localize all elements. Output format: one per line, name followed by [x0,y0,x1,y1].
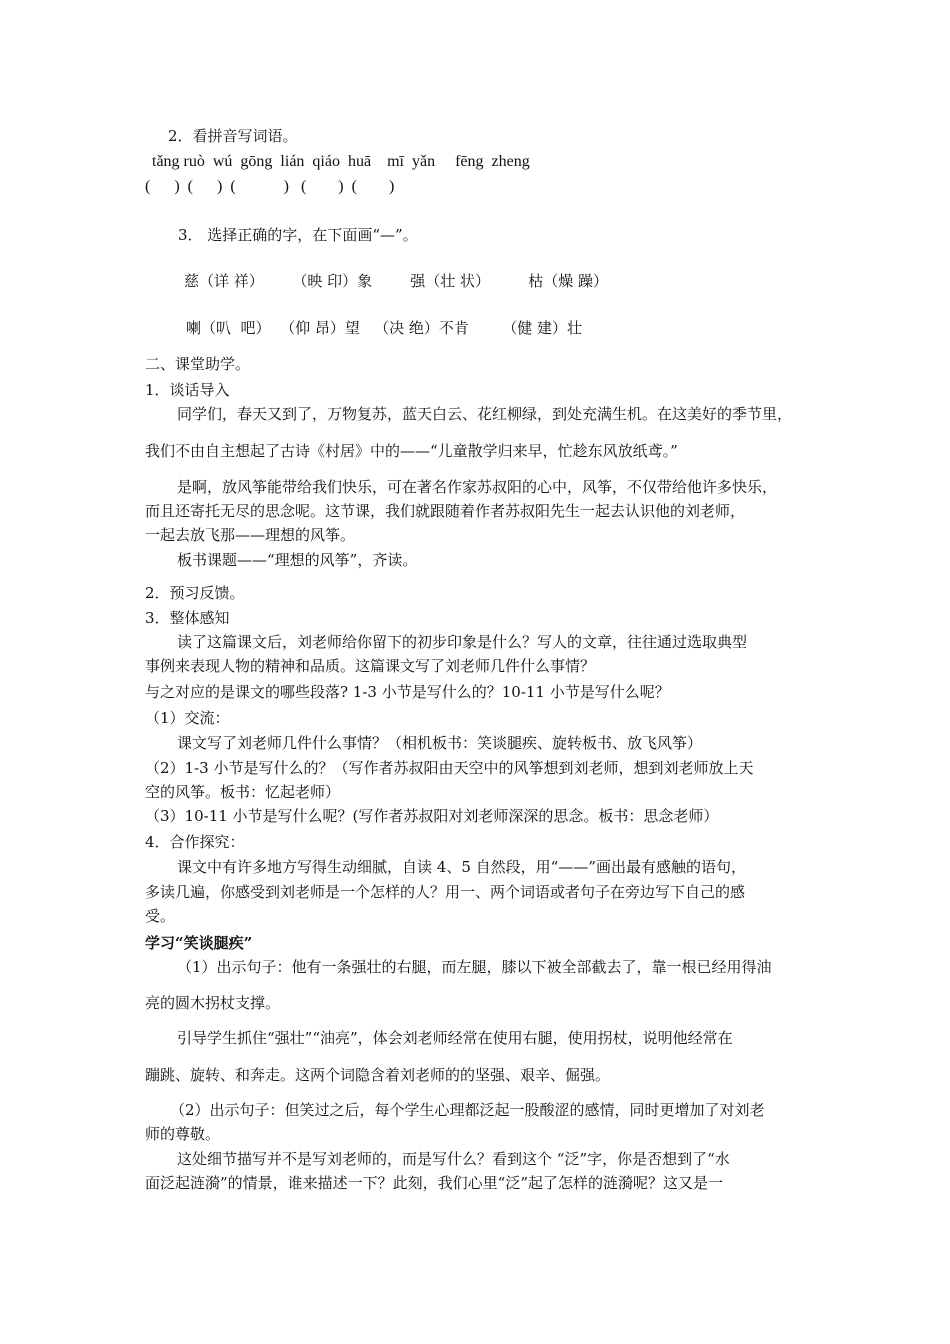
paragraph-2-line-2: 而且还寄托无尽的思念呢。这节课，我们就跟随着作者苏叔阳先生一起去认识他的刘老师， [145,502,746,520]
sub-1-text: 课文写了刘老师几件什么事情？（相机板书：笑谈腿疾、旋转板书、放飞风筝） [177,734,703,752]
paragraph-5-line-3: 受。 [145,907,176,925]
paragraph-3: 板书课题——“理想的风筝”，齐读。 [177,551,418,569]
sub-3-text: （3）10-11 小节是写什么呢？(写作者苏叔阳对刘老师深深的思念。板书：思念老师） [145,807,719,825]
sentence-2-line-2: 师的尊敬。 [145,1125,221,1143]
paragraph-1-line-2: 我们不由自主想起了古诗《村居》中的——“儿童散学归来早，忙趁东风放纸鸢。” [145,442,678,460]
answer-blanks: ( ) ( ) ( ) ( ) ( ) [145,178,395,195]
exercise-2-title: 2．看拼音写词语。 [168,127,298,145]
guidance-line-2: 蹦跳、旋转、和奔走。这两个词隐含着刘老师的的坚强、艰辛、倔强。 [145,1066,611,1084]
item-4-heading: 4．合作探究： [145,833,245,851]
item-1-heading: 1．谈话导入 [145,381,230,399]
sentence-2-line-1: （2）出示句子：但笑过之后，每个学生心理都泛起一股酸涩的感情，同时更增加了对刘老 [170,1101,765,1119]
pinyin-line: tǎng ruò wú gōng lián qiáo huā mī yǎn fēng zheng [152,153,530,170]
paragraph-5-line-2: 多读几遍，你感受到刘老师是一个怎样的人？用一、两个词语或者句子在旁边写下自己的感 [145,883,746,901]
paragraph-2-line-1: 是啊，放风筝能带给我们快乐，可在著名作家苏叔阳的心中，风筝，不仅带给他许多快乐， [177,478,778,496]
paragraph-2-line-3: 一起去放飞那——理想的风筝。 [145,526,356,544]
exercise-3-title: 3． 选择正确的字，在下面画“—”。 [178,226,418,244]
detail-line-2: 面泛起涟漪”的情景，谁来描述一下？此刻，我们心里“泛”起了怎样的涟漪呢？这又是一 [145,1174,724,1192]
paragraph-4-line-1: 读了这篇课文后，刘老师给你留下的初步印象是什么？写人的文章，往往通过选取典型 [177,633,748,651]
paragraph-5-line-1: 课文中有许多地方写得生动细腻，自读 4、5 自然段，用“——”画出最有感触的语句， [177,858,746,876]
paragraph-4-line-2: 事例来表现人物的精神和品质。这篇课文写了刘老师几件什么事情？ [145,657,596,675]
exercise-3-row-1: 慈（详 祥） （映 印）象 强（壮 状） 枯（燥 躁） [184,272,608,290]
sentence-1-line-1: （1）出示句子：他有一条强壮的右腿，而左腿，膝以下被全部截去了，靠一根已经用得油 [177,958,772,976]
detail-line-1: 这处细节描写并不是写刘老师的，而是写什么？看到这个 “泛”字，你是否想到了“水 [177,1150,730,1168]
item-2-heading: 2．预习反馈。 [145,584,245,602]
sub-2-line-2: 空的风筝。板书：忆起老师） [145,783,341,801]
exercise-3-row-2: 喇（叭 吧） （仰 昂）望 （决 绝）不肯 （健 建）壮 [186,319,583,337]
paragraph-1-line-1: 同学们，春天又到了，万物复苏，蓝天白云、花红柳绿，到处充满生机。在这美好的季节里， [177,405,793,423]
guidance-line-1: 引导学生抓住“强壮”“油亮”，体会刘老师经常在使用右腿，使用拐杖，说明他经常在 [177,1029,733,1047]
section-heading: 二、课堂助学。 [145,355,251,373]
paragraph-4-line-3: 与之对应的是课文的哪些段落? 1-3 小节是写什么的？10-11 小节是写什么呢？ [145,683,670,701]
sub-2-line-1: （2）1-3 小节是写什么的？（写作者苏叔阳由天空中的风筝想到刘老师，想到刘老师放上天 [145,759,754,777]
item-3-heading: 3．整体感知 [145,609,230,627]
study-heading: 学习“笑谈腿疾” [145,934,253,952]
sentence-1-line-2: 亮的圆木拐杖支撑。 [145,994,281,1012]
sub-1-heading: （1）交流： [145,709,230,727]
